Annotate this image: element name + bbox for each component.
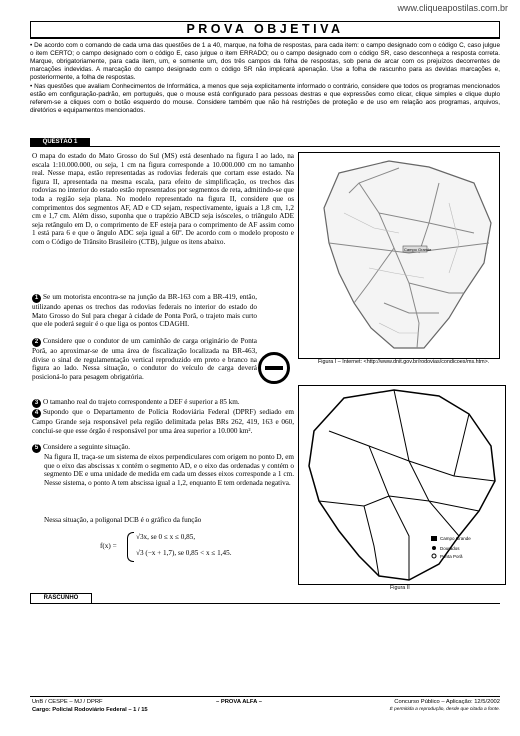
- item-text: Considere a seguinte situação.: [43, 443, 131, 451]
- regulation-sign-bar: [265, 366, 283, 370]
- question-tag: QUESTÃO 1: [30, 138, 90, 146]
- item-text: Supondo que o Departamento de Polícia Rodoviária Federal (DPRF) sediado em Campo Grande seja responsável pela região delimitada pelas BRs 262, 419, 163 e 060, conclui-se que esse órgão é responsável por uma área superior a 10.000 km².: [32, 408, 294, 435]
- instruction-answer-sheet: • De acordo com o comando de cada uma das questões de 1 a 40, marque, na folha de respostas, para cada item: o campo designado com o código C, caso julgue o item CERTO; o campo designado com o código E, caso julgue o item ERRADO; ou o campo designado com o código SR, caso desconheça a resposta correta. Marque, obrigatoriamente, para cada item, um, e somente um, dos três campos da folha de respostas, sob pena de arcar com os prejuízos decorrentes de marcações indevidas. A marcação do campo designado com o código SR não implicará apenação. Use a folha de rascunho para as devidas marcações e, posteriormente, a folha de respostas.: [30, 42, 500, 81]
- footer-divider: [30, 696, 500, 697]
- item-number: 3: [32, 399, 41, 408]
- item-2: [32, 337, 257, 381]
- item-number: 2: [32, 338, 41, 347]
- footer-reproduction: É permitida a reprodução, desde que citada a fonte.: [389, 707, 500, 712]
- figure-1-caption: Figura I – Internet: <http://www.dnit.gov.br/rodovias/condicoes/ms.htm>.: [318, 359, 490, 365]
- legend-campo-grande: Campo Grande: [440, 536, 471, 541]
- legend-dourados: Dourados: [440, 546, 460, 551]
- item-5: [32, 443, 294, 453]
- footer-version: – PROVA ALFA –: [216, 699, 262, 705]
- item-5-conclusion: Nessa situação, a poligonal DCB é o gráfico da função: [44, 516, 202, 524]
- question-divider: [30, 146, 500, 147]
- item-text: Considere que o condutor de um caminhão de carga originário de Ponta Porã, ao aproximar-se de uma área de fiscalização localizada na BR-463, divise o sinal de regulamentação vertical reproduzido em preto e branco na figura ao lado. Nessa situação, o condutor do veículo de carga deverá posicioná-lo para pesagem obrigatória.: [32, 337, 257, 381]
- footer-role: Cargo: Policial Rodoviário Federal – 1 / 15: [32, 707, 148, 713]
- figure-2-diagram: [298, 385, 506, 585]
- figure-2-caption: Figura II: [390, 585, 410, 591]
- footer-date: Concurso Público – Aplicação: 12/5/2002: [394, 699, 500, 705]
- item-text: Se um motorista encontra-se na junção da BR-163 com a BR-419, então, utilizando apenas os trechos das rodovias federais no interior do estado do Mato Grosso do Sul para chegar à cidade de Ponta Porã, o trajeto mais curto que ele poderá seguir é o que liga os pontos CDAGHI.: [32, 293, 257, 329]
- formula-case-2: √3 (−x + 1,7), se 0,85 < x ≤ 1,45.: [136, 549, 232, 557]
- item-4: [32, 408, 294, 435]
- rascunho-divider: [30, 603, 500, 604]
- figure-1-map: [298, 152, 500, 359]
- item-number: 4: [32, 409, 41, 418]
- page-title: PROVA OBJETIVA: [30, 21, 500, 39]
- site-url: www.cliqueapostilas.com.br: [397, 3, 508, 13]
- map-city-label: Campo Grande: [404, 247, 432, 252]
- item-3: [32, 398, 294, 408]
- formula-brace: [127, 532, 134, 562]
- item-5-detail: Na figura II, traça-se um sistema de eixos perpendiculares com origem no ponto D, em que o eixo das abscissas x contém o segmento AD, e o eixo das ordenadas y contém o segmento DE e uma unidade de medida em cada um desses eixos corresponde a 1 cm. Nesse sistema, o ponto A tem abscissa igual a 1,2, enquanto E tem ordenada negativa.: [44, 453, 294, 487]
- formula-case-1: √3x, se 0 ≤ x ≤ 0,85,: [136, 533, 196, 541]
- legend-ponta-pora: Ponta Porã: [440, 554, 463, 559]
- item-1: [32, 293, 257, 329]
- rascunho-tag: RASCUNHO: [30, 593, 92, 604]
- formula-lhs: f(x) =: [100, 542, 117, 550]
- instruction-informatics: • Nas questões que avaliam Conhecimentos de Informática, a menos que seja explicitamente informado o contrário, considere que todos os programas mencionados estão em configuração-padrão, em português, que o mouse está configurado para pessoas destras e que expressões como clicar, clique simples e clique duplo referem-se a cliques com o botão esquerdo do mouse. Considere também que não há restrições de proteção e de uso em relação aos programas, arquivos, diretórios e equipamentos mencionados.: [30, 83, 500, 114]
- ms-road-map-image: [299, 153, 499, 358]
- item-text: O tamanho real do trajeto correspondente a DEF é superior a 85 km.: [43, 398, 240, 406]
- instructions: [30, 42, 500, 115]
- item-number: 1: [32, 294, 41, 303]
- item-number: 5: [32, 444, 41, 453]
- ms-simplified-roads: [299, 386, 505, 584]
- footer-org: UnB / CESPE – MJ / DPRF: [32, 699, 103, 705]
- question-text: O mapa do estado do Mato Grosso do Sul (MS) está desenhado na figura I ao lado, na escala 1:10.000.000, ou seja, 1 cm na figura corresponde a 10.000.000 cm no tamanho real. Nesse mapa, estão representadas as rodovias federais que cortam esse estado. Na figura II, apresentada na mesma escala, para efeito de simplificação, os trechos das rodovias no interior do estado estão representados por segmentos de reta, admitindo-se que toda a região seja plana. No modelo representado na figura II, considere que os comprimentos dos segmentos AF, AD e CD sejam, respectivamente, iguais a 1,8 cm, 1,2 cm e 1,7 cm. Além disso, suponha que o trapézio ABCD seja isósceles, o triângulo ADE seja retângulo em D, o comprimento de EF esteja para o comprimento de AF assim como 1 está para 6 e que o ângulo ADC seja igual a 60º. De acordo com o modelo proposto e com o Código de Trânsito Brasileiro (CTB), julgue os itens abaixo.: [32, 152, 294, 246]
